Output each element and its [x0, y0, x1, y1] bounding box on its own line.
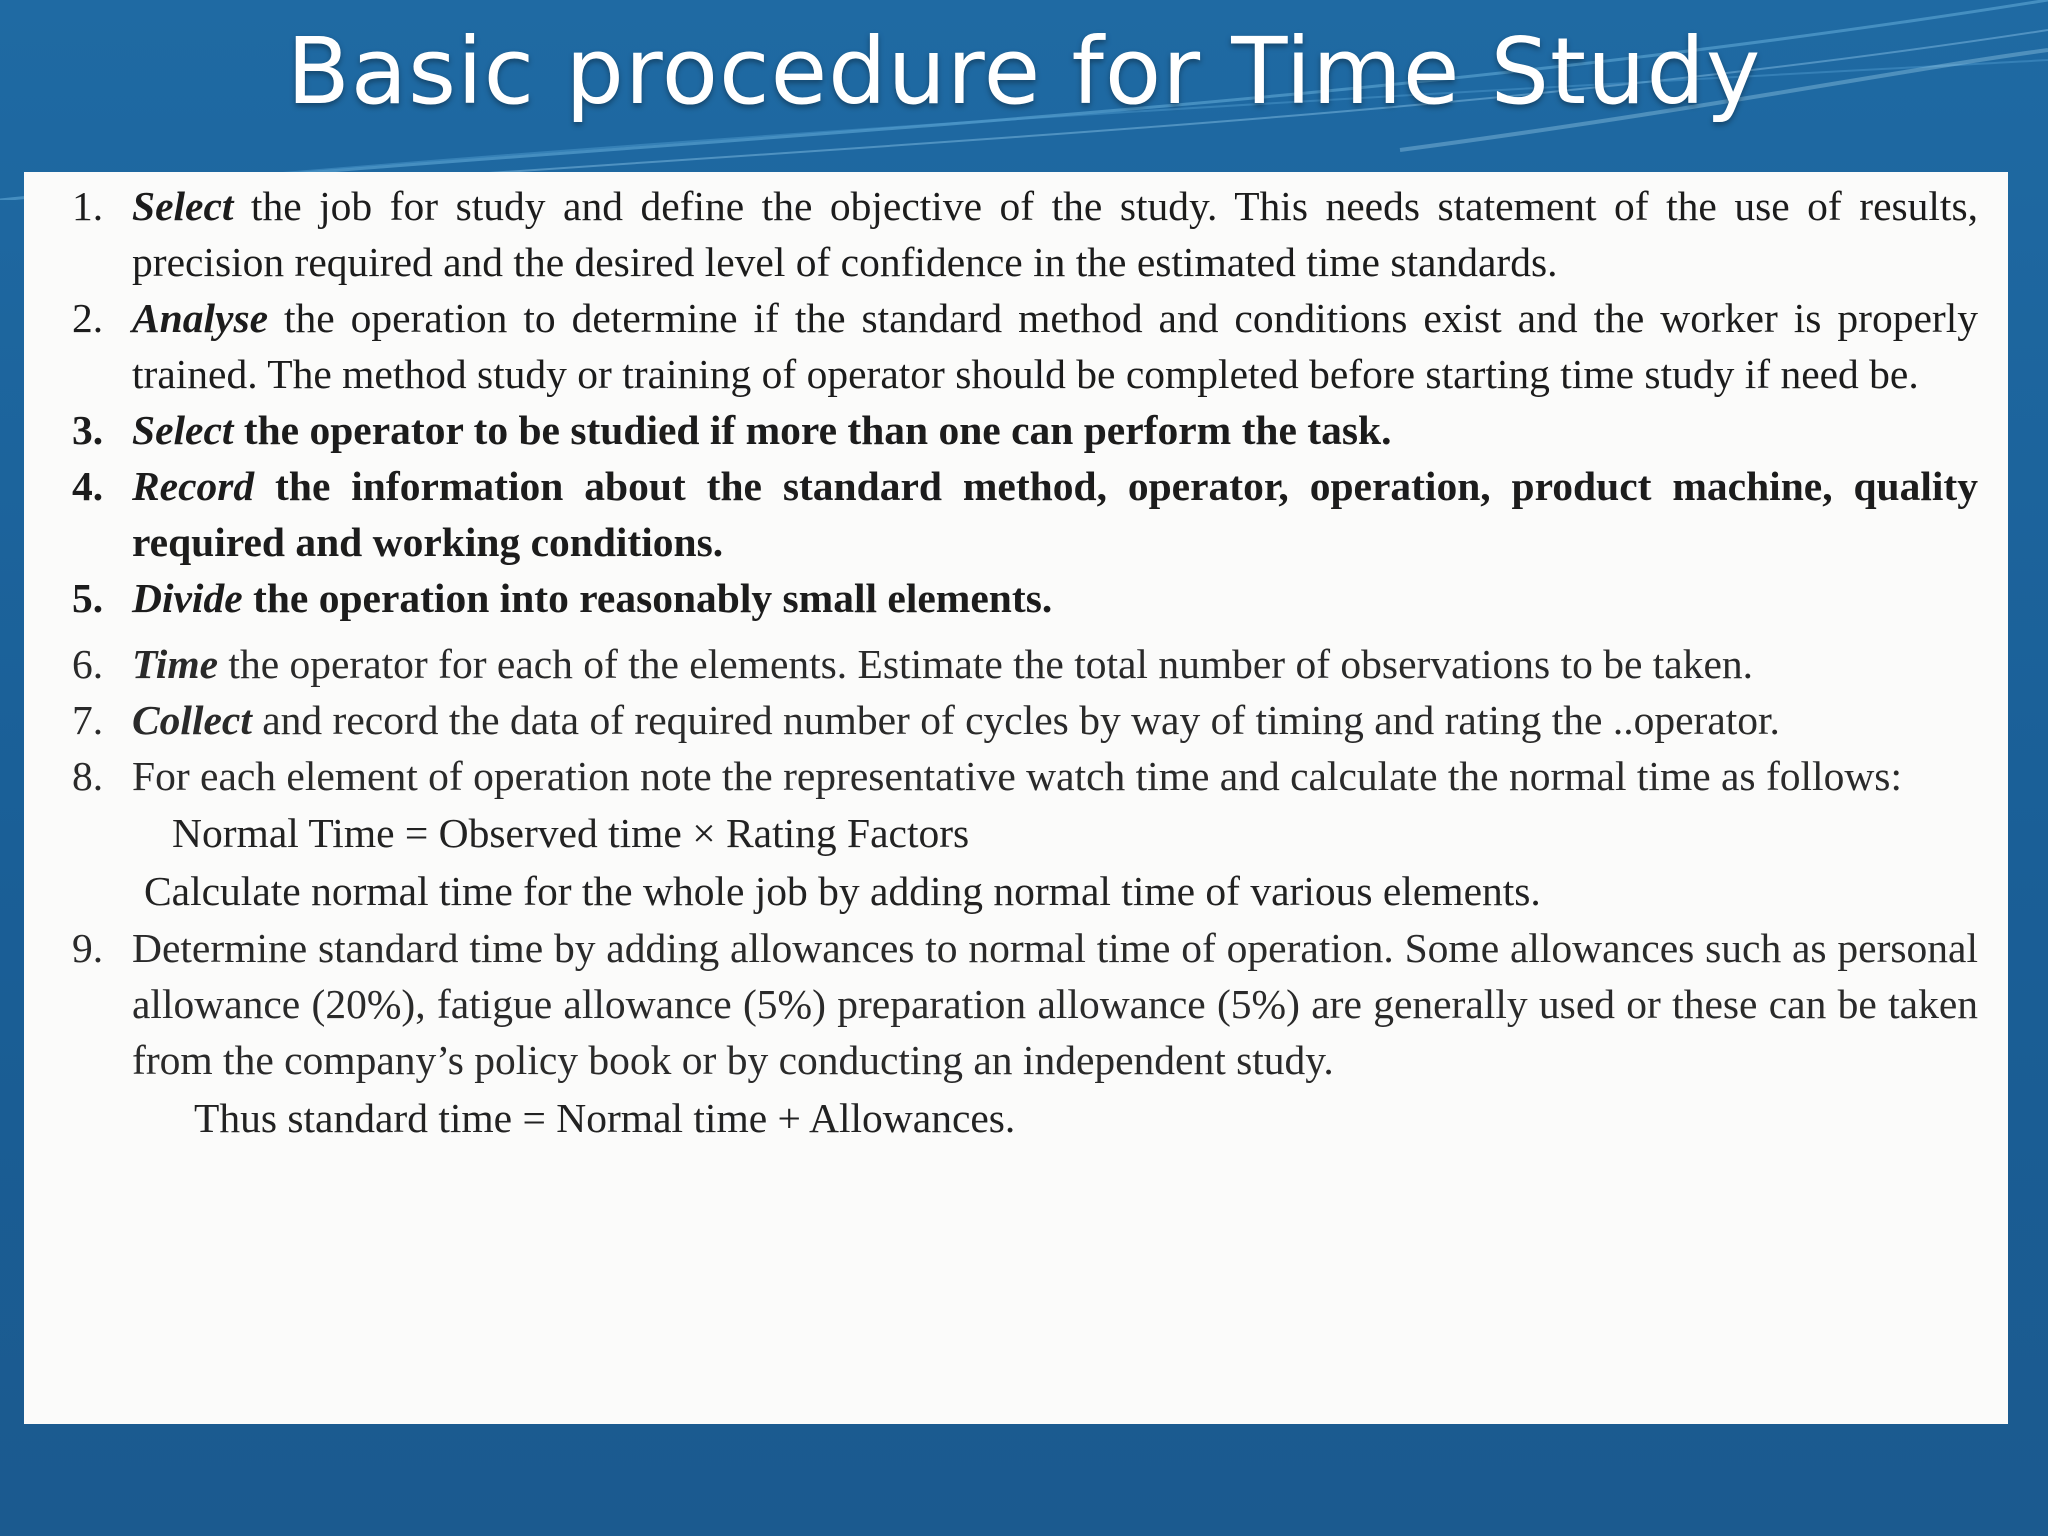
step-item [54, 570, 1978, 626]
step-keyword: Time [132, 641, 219, 687]
normal-time-formula: Normal Time = Observed time × Rating Factors [172, 810, 970, 856]
slide-title: Basic procedure for Time Study [286, 18, 1762, 125]
scanned-text-panel [24, 172, 2008, 1424]
step-text: the operation to determine if the standard method and conditions exist and the worker is properly trained. The method study or training of operator should be completed before starting time study if need be. [132, 295, 1978, 397]
step-text: the job for study and define the objective of the study. This needs statement of the use of results, precision required and the desired level of confidence in the estimated time standards. [132, 183, 1978, 285]
step-number: 5. [72, 575, 104, 621]
step-number: 4. [72, 463, 104, 509]
step-item [54, 458, 1978, 570]
step-text: the operator to be studied if more than one can perform the task. [233, 407, 1392, 453]
step-number: 1. [72, 183, 104, 229]
standard-time-formula: Thus standard time = Normal time + Allowances. [194, 1095, 1016, 1141]
step-keyword: Select [132, 183, 234, 229]
step-keyword: Collect [132, 697, 252, 743]
step-number: 3. [72, 407, 104, 453]
normal-time-note: Calculate normal time for the whole job by adding normal time of various elements. [144, 868, 1541, 914]
step-item [54, 290, 1978, 402]
step-keyword: Divide [132, 575, 243, 621]
step-item [54, 920, 1978, 1088]
step-number: 2. [72, 295, 104, 341]
step-item [54, 692, 1978, 748]
step-text: For each element of operation note the representative watch time and calculate the normal time as follows: [132, 753, 1902, 799]
step-number: 6. [72, 641, 104, 687]
step-item [54, 748, 1978, 804]
step-number: 7. [72, 697, 104, 743]
step-item [54, 178, 1978, 290]
step-text: the operation into reasonably small elements. [242, 575, 1053, 621]
step-keyword: Record [132, 463, 255, 509]
step-text: Determine standard time by adding allowances to normal time of operation. Some allowances such as personal allowance (20%), fatigue allowance (5%) preparation allowance (5%) are generally used or these can be taken from the company’s policy book or by conducting an independent study. [132, 925, 1978, 1083]
step-item [54, 402, 1978, 458]
step-keyword: Analyse [132, 295, 269, 341]
step-text: the information about the standard method, operator, operation, product machine, quality required and working conditions. [132, 463, 1978, 565]
step-text: and record the data of required number of cycles by way of timing and rating the ..operator. [251, 697, 1780, 743]
step-item [54, 636, 1978, 692]
step-text: the operator for each of the elements. Estimate the total number of observations to be taken. [218, 641, 1754, 687]
step-number: 9. [72, 925, 104, 971]
step-keyword: Select [132, 407, 234, 453]
step-number: 8. [72, 753, 104, 799]
